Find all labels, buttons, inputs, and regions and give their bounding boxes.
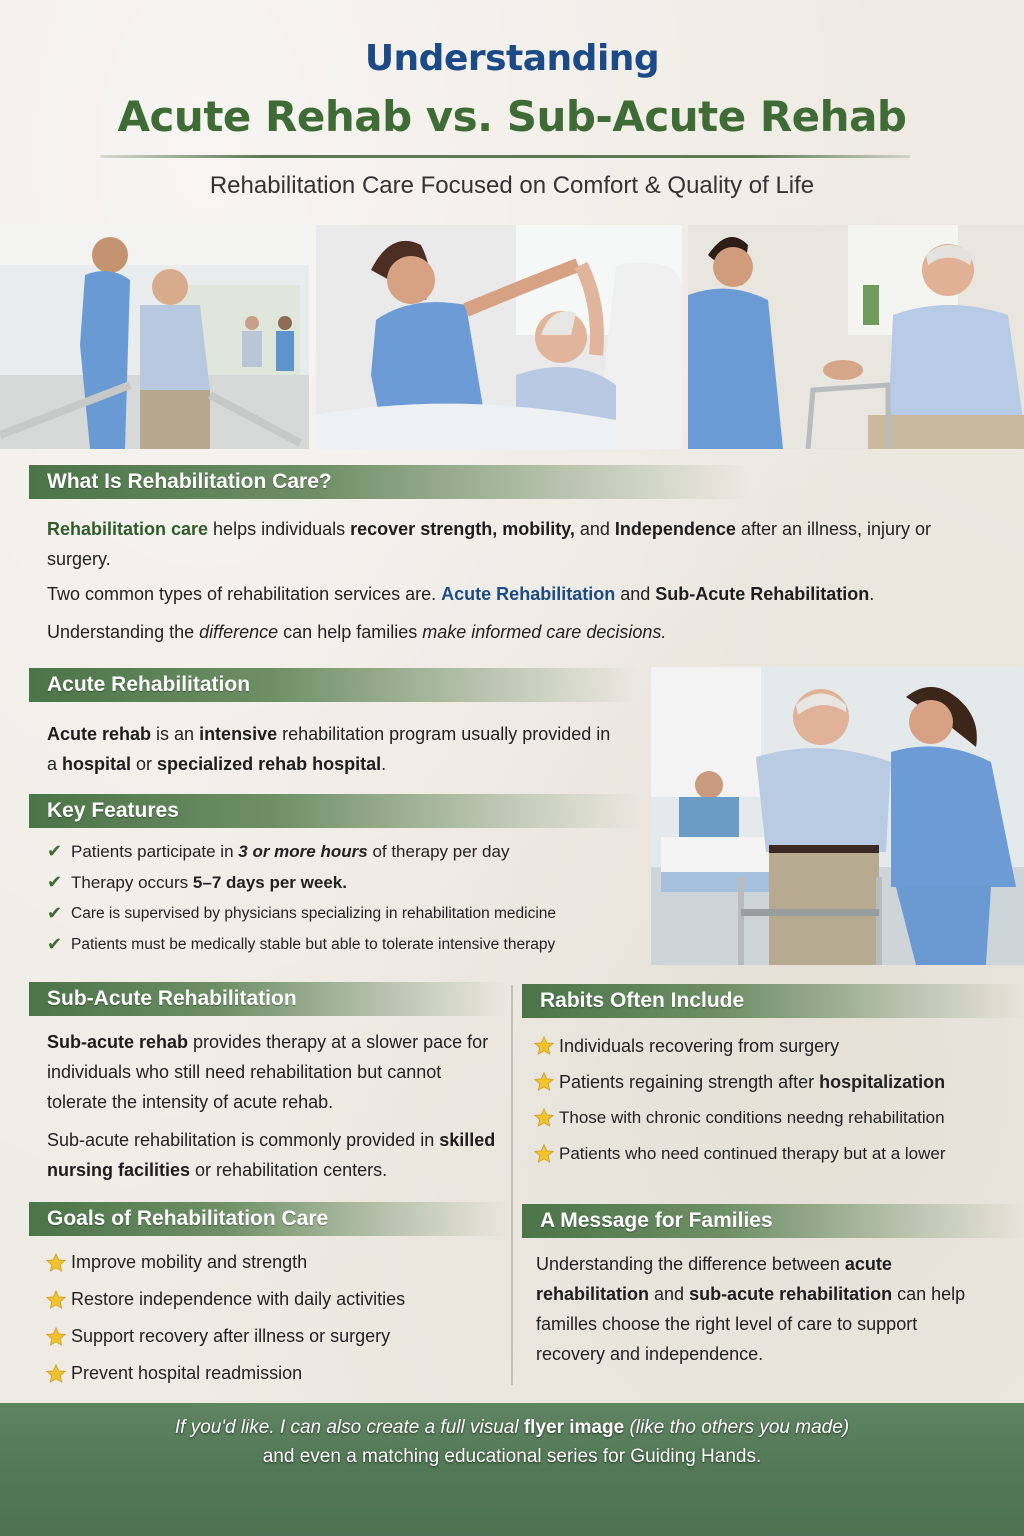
- often-include-item: Individuals recovering from surgery: [533, 1028, 1023, 1064]
- often-include-item: Those with chronic conditions needng rehabilitation: [533, 1100, 1023, 1136]
- section-heading-subacute: Sub-Acute Rehabilitation: [29, 982, 507, 1016]
- title-divider: [100, 155, 910, 158]
- subacute-paragraph-1: Sub-acute rehab provides therapy at a slower pace for individuals who still need rehabilitation but cannot tolerate the intensity of acute rehab.: [47, 1032, 489, 1112]
- key-feature-item: ✔ Care is supervised by physicians specializing in rehabilitation medicine: [47, 903, 557, 923]
- section-heading-message: A Message for Families: [522, 1204, 1024, 1238]
- section-heading-goals: Goals of Rehabilitation Care: [29, 1202, 507, 1236]
- message-paragraph: Understanding the difference between acute rehabilitation and sub-acute rehabilitation can help familles choose the right level of care to support recovery and independence.: [536, 1254, 966, 1364]
- star-icon: [45, 1252, 71, 1274]
- page-title: Acute Rehab vs. Sub-Acute Rehab: [117, 92, 907, 141]
- star-icon: [533, 1035, 559, 1057]
- goal-item: Improve mobility and strength: [45, 1244, 505, 1281]
- section-heading-acute: Acute Rehabilitation: [29, 668, 639, 702]
- what-is-paragraph-3: Understanding the difference can help families make informed care decisions.: [47, 622, 667, 642]
- often-include-item: Patients regaining strength after hospitalization: [533, 1064, 1023, 1100]
- what-is-paragraph-2: Two common types of rehabilitation services are. Acute Rehabilitation and Sub-Acute Rehabilitation.: [47, 584, 875, 604]
- often-include-item: Patients who need continued therapy but at a lower: [533, 1136, 1023, 1172]
- acute-description: Acute rehab is an intensive rehabilitation program usually provided in a hospital or specialized rehab hospital.: [47, 724, 611, 774]
- goal-item: Support recovery after illness or surgery: [45, 1318, 505, 1355]
- photo-walker-assist: [651, 667, 1024, 965]
- often-include-list: [533, 1028, 1023, 1172]
- photo-holding-hands: [688, 225, 1024, 449]
- star-icon: [533, 1107, 559, 1129]
- checkmark-icon: ✔: [47, 841, 63, 861]
- footer-line-1: If you'd like. I can also create a full visual flyer image (like tho others you made): [174, 1417, 850, 1438]
- section-heading-what-is: What Is Rehabilitation Care?: [29, 465, 749, 499]
- subacute-paragraph-2: Sub-acute rehabilitation is commonly provided in skilled nursing facilities or rehabilitation centers.: [47, 1130, 496, 1180]
- key-feature-item: ✔ Patients participate in 3 or more hours of therapy per day: [47, 841, 510, 861]
- goals-list: [45, 1244, 505, 1392]
- section-heading-often-include: Rabits Often Include: [522, 984, 1024, 1018]
- subtitle: Rehabilitation Care Focused on Comfort & Quality of Life: [209, 172, 815, 199]
- header: [0, 0, 1024, 222]
- key-features-list: [47, 836, 647, 960]
- star-icon: [45, 1326, 71, 1348]
- checkmark-icon: ✔: [47, 872, 63, 892]
- footer-line-2: and even a matching educational series for Guiding Hands.: [262, 1446, 762, 1467]
- photo-arm-exercise: [316, 225, 682, 449]
- section-heading-key-features: Key Features: [29, 794, 639, 828]
- star-icon: [45, 1289, 71, 1311]
- what-is-paragraph-1: Rehabilitation care helps individuals recover strength, mobility, and Independence after an illness, injury or surgery.: [47, 519, 932, 569]
- checkmark-icon: ✔: [47, 903, 63, 923]
- footer-banner: [0, 1403, 1024, 1536]
- photo-parallel-bars: [0, 225, 309, 449]
- goal-item: Restore independence with daily activities: [45, 1281, 505, 1318]
- title-line-1: Understanding: [364, 38, 660, 79]
- star-icon: [533, 1143, 559, 1165]
- key-feature-item: ✔ Patients must be medically stable but able to tolerate intensive therapy: [47, 934, 556, 954]
- key-feature-item: ✔ Therapy occurs 5–7 days per week.: [47, 872, 347, 892]
- checkmark-icon: ✔: [47, 934, 63, 954]
- goal-item: Prevent hospital readmission: [45, 1355, 505, 1392]
- star-icon: [45, 1363, 71, 1385]
- star-icon: [533, 1071, 559, 1093]
- column-divider: [511, 985, 513, 1385]
